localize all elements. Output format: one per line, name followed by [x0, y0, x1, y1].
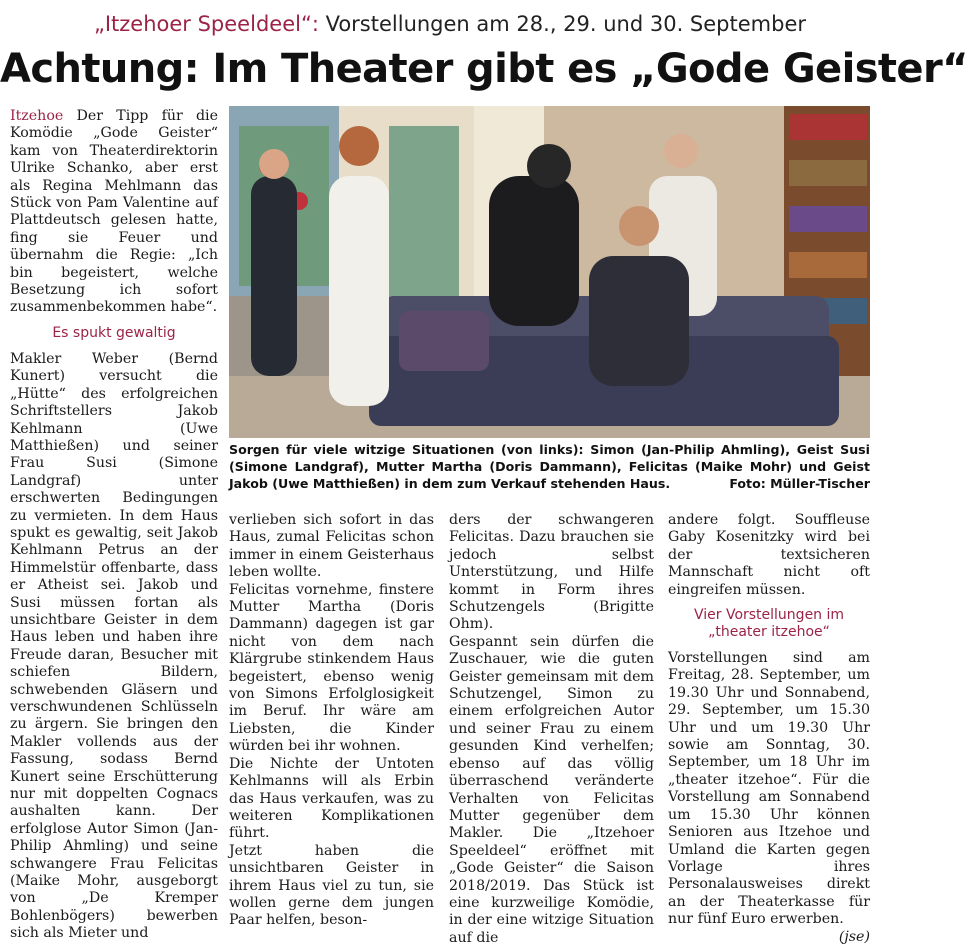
body-paragraph: Vorstellungen sind am Freitag, 28. September, um 19.30 Uhr und Sonnabend, 29. September, um 15.30 Uhr und um 19.30 Uhr sowie am Sonntag, 30. September, um 18 Uhr im „theater itzehoe“. Für die Vorstellung am Sonnabend um 15.30 Uhr können Senioren aus Itzehoe und Umland die Karten gegen Vorlage ihres Personalausweises direkt an der Theaterkasse für nur fünf Euro erwerben.	[668, 650, 870, 928]
kicker-accent: „Itzehoer Speeldeel“:	[93, 12, 319, 36]
subhead-vier-vorstellungen: Vier Vorstellungen im „theater itzehoe“	[693, 607, 845, 641]
text-column-4	[668, 512, 870, 946]
body-paragraph: andere folgt. Souffleuse Gaby Kosenitzky wird bei der textsicheren Mannschaft nicht oft eingreifen müssen.	[668, 512, 870, 598]
author-initials: (jse)	[838, 928, 870, 945]
body-paragraph: Makler Weber (Bernd Kunert) versucht die „Hütte“ des erfolgreichen Schriftstellers Jakob Kehlmann (Uwe Matthießen) und seiner Frau Susi (Simone Landgraf) unter erschwerten Bedingungen zu vermieten. In dem Haus spukt es gewaltig, seit Jakob Kehlmann Petrus an der Himmelstür offenbarte, dass er Atheist sei. Jakob und Susi müssen fortan als unsichtbare Geister in dem Haus leben und haben ihre Freude daran, Besucher mit schiefen Bildern, schwebenden Gläsern und verschwundenen Schlüsseln zu ärgern. Sie bringen den Makler vollends aus der Fassung, sodass Bernd Kunert seine Erschütterung nur mit doppelten Cognacs aushalten kann. Der erfolglose Autor Simon (Jan-Philip Ahmling) und seine schwangere Frau Felicitas (Maike Mohr, ausgeborgt von „De Kremper Bohlenbögers) bewerben sich als Mieter und	[10, 350, 218, 942]
body-paragraph: Die Nichte der Untoten Kehlmanns will als Erbin das Haus verkaufen, was zu weiteren Komplikationen führt.	[229, 755, 434, 842]
dateline: Itzehoe	[10, 108, 64, 124]
subhead-es-spukt: Es spukt gewaltig	[52, 324, 176, 341]
photo-credit: Foto: Müller-Tischer	[729, 476, 870, 491]
text-column-1	[10, 108, 218, 943]
body-paragraph: verlieben sich sofort in das Haus, zumal Felicitas schon immer in einem Geisterhaus leben wollte.	[229, 512, 434, 581]
text-column-2	[229, 512, 434, 930]
body-paragraph: Gespannt sein dürfen die Zuschauer, wie die guten Geister gemeinsam mit dem Schutzengel, Simon zu einem erfolgreichen Autor und seiner Frau zu einem gesunden Kind verhelfen; ebenso auf das völlig überraschend veränderte Verhalten von Felicitas Mutter gegenüber dem Makler. Die „Itzehoer Speeldeel“ eröffnet mit „Gode Geister“ die Saison 2018/2019. Das Stück ist eine kurzweilige Komödie, in der eine witzige Situation auf die	[449, 633, 654, 946]
article-headline: Achtung: Im Theater gibt es „Gode Geister“	[0, 46, 968, 92]
kicker-text: Vorstellungen am 28., 29. und 30. September	[318, 12, 807, 36]
stage-photo-image	[229, 106, 870, 438]
body-paragraph: ders der schwangeren Felicitas. Dazu brauchen sie jedoch selbst Unterstützung, und Hilfe kommt in Form ihres Schutzengels (Brigitte Ohm).	[449, 512, 654, 633]
intro-paragraph	[10, 108, 218, 317]
text-column-3	[449, 512, 654, 947]
article-photo	[229, 106, 870, 438]
article-kicker	[10, 12, 890, 36]
body-paragraph: Jetzt haben die unsichtbaren Geister in ihrem Haus viel zu tun, sie wollen gerne dem jungen Paar helfen, beson-	[229, 842, 434, 929]
intro-text: Der Tipp für die Komödie „Gode Geister“ kam von Theaterdirektorin Ulrike Schanko, aber erst als Regina Mehlmann das Stück von Pam Valentine auf Plattdeutsch gelesen hatte, fing sie Feuer und übernahm die Regie: „Ich bin begeistert, welche Besetzung ich sofort zusammenbekommen habe“.	[10, 108, 218, 316]
body-paragraph: Felicitas vornehme, finstere Mutter Martha (Doris Dammann) dagegen ist gar nicht von dem nach Klärgrube stinkendem Haus begeistert, ebenso wenig von Simons Erfolglosigkeit im Beruf. Ihr wäre am Liebsten, die Kinder würden bei ihr wohnen.	[229, 581, 434, 755]
photo-caption	[229, 441, 870, 492]
caption-text: Sorgen für viele witzige Situationen (von links): Simon (Jan-Philip Ahmling), Geist Susi (Simone Landgraf), Mutter Martha (Doris Dammann), Felicitas (Maike Mohr) und Geist Jakob (Uwe Matthießen) in dem zum Verkauf stehenden Haus.	[229, 442, 870, 491]
